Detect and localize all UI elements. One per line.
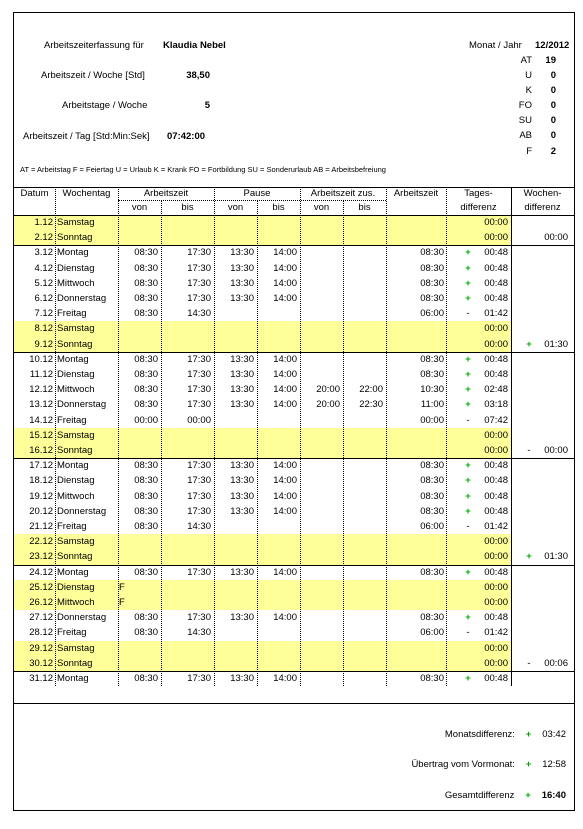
cell-week-diff: 00:00 (544, 445, 568, 456)
cell-weekday: Samstag (57, 323, 95, 335)
month-value: 12/2012 (535, 40, 570, 51)
month-diff-label: Monatsdifferenz: (444, 729, 515, 740)
weekly-hours-label: Arbeitszeit / Woche [Std] (41, 70, 145, 81)
cell-day-diff: 00:48 (484, 490, 508, 502)
cell-day-diff: 00:00 (484, 551, 508, 563)
cell-date: 10.12 (29, 353, 53, 365)
cell-day-sign: + (465, 505, 471, 517)
cell-time: 13:30 (230, 384, 254, 396)
cell-weekday: Montag (57, 247, 89, 259)
cell-weekday: Sonntag (57, 551, 93, 563)
cell-day-diff: 00:00 (484, 657, 508, 669)
col-pause: Pause (243, 188, 271, 199)
cell-time: 17:30 (187, 490, 211, 502)
table-top-rule (14, 187, 574, 188)
cell-weekday: Sonntag (57, 445, 93, 456)
count-value: 0 (550, 115, 556, 126)
col-tagesdiff-2: differenz (460, 202, 497, 213)
total-value: 16:40 (541, 790, 566, 801)
cell-day-diff: 00:48 (484, 505, 508, 517)
cell-date: 23.12 (29, 551, 53, 563)
month-diff-row (445, 729, 566, 741)
cell-date: 11.12 (29, 369, 53, 380)
cell-time: 08:30 (134, 627, 158, 639)
cell-weekday: Mittwoch (57, 597, 95, 608)
week-col-rule (511, 458, 574, 459)
col-tagesdiff: Tages- (464, 188, 493, 199)
cell-week-diff: 01:30 (544, 551, 568, 563)
cell-day-diff: 00:00 (484, 217, 508, 228)
count-label: FO (518, 100, 532, 111)
count-label: AB (519, 130, 532, 141)
cell-time: 13:30 (230, 475, 254, 487)
cell-date: 22.12 (29, 536, 53, 548)
cell-time: 08:30 (134, 460, 158, 472)
cell-time: 14:00 (273, 460, 297, 472)
cell-date: 20.12 (29, 505, 53, 517)
carry-value: 12:58 (542, 759, 566, 770)
cell-day-diff: 00:00 (484, 232, 508, 244)
cell-day-diff: 00:48 (484, 247, 508, 259)
cell-worktime: 08:30 (420, 612, 444, 624)
cell-worktime: 08:30 (420, 293, 444, 304)
cell-date: 27.12 (29, 612, 53, 624)
daily-hours-label: Arbeitszeit / Tag [Std:Min:Sek] (23, 131, 150, 142)
cell-time: 08:30 (134, 673, 158, 684)
cell-time: 17:30 (187, 399, 211, 411)
count-label: AT (520, 55, 532, 66)
cell-time: 17:30 (187, 475, 211, 487)
cell-date: 12.12 (29, 384, 53, 396)
cell-day-diff: 00:00 (484, 597, 508, 608)
cell-worktime: 11:00 (420, 399, 444, 411)
cell-date: 8.12 (34, 323, 53, 335)
month-diff-sign: + (525, 729, 532, 740)
employee-name: Klaudia Nebel (163, 40, 226, 51)
cell-worktime: 08:30 (420, 247, 444, 259)
carry-label: Übertrag vom Vormonat: (411, 759, 515, 770)
cell-time: 17:30 (187, 247, 211, 259)
cell-date: 13.12 (29, 399, 53, 411)
cell-date: 31.12 (29, 673, 53, 684)
cell-time: 14:00 (273, 490, 297, 502)
cell-weekday: Montag (57, 353, 89, 365)
cell-day-sign: + (465, 475, 471, 487)
cell-day-sign: + (465, 353, 471, 365)
cell-weekday: Montag (57, 566, 89, 578)
cell-time: 14:00 (273, 262, 297, 274)
cell-day-diff: 00:48 (484, 293, 508, 304)
cell-time: 17:30 (187, 505, 211, 517)
cell-time: 14:00 (273, 505, 297, 517)
cell-date: 26.12 (29, 597, 53, 608)
cell-day-diff: 00:48 (484, 262, 508, 274)
cell-time: 13:30 (230, 460, 254, 472)
cell-week-sign: + (526, 338, 532, 350)
col-wochendiff-2: differenz (524, 202, 561, 213)
cell-time: 14:00 (273, 399, 297, 411)
column-divider (300, 187, 301, 686)
cell-time: 08:30 (134, 521, 158, 532)
cell-day-diff: 00:48 (484, 673, 508, 684)
cell-time: 22:30 (359, 399, 383, 411)
cell-worktime: 08:30 (420, 673, 444, 684)
col-bis: bis (272, 202, 285, 213)
cell-weekday: Mittwoch (57, 277, 95, 289)
col-datum: Datum (20, 188, 49, 199)
month-diff-value: 03:42 (542, 729, 566, 740)
cell-day-diff: 00:00 (484, 536, 508, 548)
cell-worktime: 06:00 (420, 308, 444, 320)
cell-time: 13:30 (230, 262, 254, 274)
cell-time: 17:30 (187, 262, 211, 274)
time-table (14, 187, 574, 703)
cell-day-sign: + (465, 247, 471, 259)
cell-date: 2.12 (34, 232, 53, 244)
cell-date: 30.12 (29, 657, 53, 669)
cell-weekday: Sonntag (57, 232, 93, 244)
cell-time: 13:30 (230, 247, 254, 259)
cell-day-sign: + (465, 293, 471, 304)
cell-weekday: Dienstag (57, 262, 95, 274)
cell-daytype: F (119, 597, 125, 608)
week-col-rule (511, 565, 574, 566)
cell-time: 14:00 (273, 353, 297, 365)
cell-date: 14.12 (29, 414, 53, 426)
cell-time: 14:00 (273, 384, 297, 396)
cell-day-diff: 00:00 (484, 445, 508, 456)
cell-worktime: 08:30 (420, 490, 444, 502)
workdays-value: 5 (204, 100, 210, 111)
cell-week-diff: 01:30 (544, 338, 568, 350)
cell-date: 24.12 (29, 566, 53, 578)
cell-date: 16.12 (29, 445, 53, 456)
cell-day-diff: 01:42 (484, 627, 508, 639)
col-arbeitszeit-total: Arbeitszeit (393, 188, 439, 199)
cell-date: 25.12 (29, 581, 53, 593)
cell-weekday: Samstag (57, 217, 95, 228)
cell-worktime: 08:30 (420, 262, 444, 274)
cell-day-sign: + (465, 262, 471, 274)
cell-weekday: Dienstag (57, 475, 95, 487)
cell-date: 7.12 (34, 308, 53, 320)
cell-weekday: Samstag (57, 536, 95, 548)
count-label: F (526, 146, 532, 157)
cell-day-sign: - (466, 308, 470, 320)
cell-week-sign: - (527, 445, 531, 456)
cell-day-diff: 01:42 (484, 521, 508, 532)
cell-date: 6.12 (34, 293, 53, 304)
cell-weekday: Sonntag (57, 338, 93, 350)
cell-date: 29.12 (29, 642, 53, 654)
cell-time: 17:30 (187, 566, 211, 578)
cell-time: 08:30 (134, 369, 158, 380)
cell-weekday: Donnerstag (57, 399, 107, 411)
week-col-rule (511, 671, 574, 672)
cell-weekday: Donnerstag (57, 293, 107, 304)
cell-weekday: Freitag (57, 521, 87, 532)
cell-date: 19.12 (29, 490, 53, 502)
cell-day-sign: + (465, 277, 471, 289)
cell-time: 14:00 (273, 673, 297, 684)
cell-day-diff: 03:18 (484, 399, 508, 411)
cell-time: 08:30 (134, 399, 158, 411)
column-divider (343, 201, 344, 686)
summary-block (14, 703, 574, 812)
cell-day-diff: 00:00 (484, 323, 508, 335)
col-bis: bis (358, 202, 371, 213)
count-label: K (525, 85, 532, 96)
cell-time: 13:30 (230, 612, 254, 624)
cell-time: 17:30 (187, 353, 211, 365)
cell-date: 4.12 (34, 262, 53, 274)
cell-time: 13:30 (230, 293, 254, 304)
count-value: 0 (550, 70, 556, 81)
cell-day-diff: 07:42 (484, 414, 508, 426)
cell-time: 08:30 (134, 247, 158, 259)
cell-day-diff: 00:48 (484, 566, 508, 578)
cell-day-diff: 00:00 (484, 581, 508, 593)
col-von: von (227, 202, 244, 213)
cell-worktime: 08:30 (420, 353, 444, 365)
cell-time: 13:30 (230, 369, 254, 380)
cell-time: 14:30 (187, 521, 211, 532)
cell-day-sign: + (465, 566, 471, 578)
cell-weekday: Sonntag (57, 657, 93, 669)
cell-week-sign: - (527, 657, 531, 669)
cell-time: 08:30 (134, 308, 158, 320)
cell-time: 13:30 (230, 353, 254, 365)
cell-day-diff: 00:48 (484, 369, 508, 380)
count-value: 2 (550, 146, 556, 157)
cell-weekday: Montag (57, 460, 89, 472)
cell-time: 13:30 (230, 505, 254, 517)
abbreviation-legend: AT = Arbeitstag F = Feiertag U = Urlaub K = Krank FO = Fortbildung SU = Sonderurlaub AB = Arbeitsbefreiung (20, 165, 386, 174)
cell-time: 14:00 (273, 475, 297, 487)
cell-worktime: 06:00 (420, 627, 444, 639)
cell-time: 17:30 (187, 293, 211, 304)
cell-worktime: 08:30 (420, 460, 444, 472)
carry-row (411, 759, 566, 771)
count-label: SU (518, 115, 532, 126)
cell-time: 00:00 (187, 414, 211, 426)
cell-day-diff: 00:00 (484, 429, 508, 441)
cell-time: 17:30 (187, 369, 211, 380)
month-label: Monat / Jahr (469, 40, 522, 51)
cell-time: 14:30 (187, 308, 211, 320)
cell-day-diff: 01:42 (484, 308, 508, 320)
title-label: Arbeitszeiterfassung für (44, 40, 144, 51)
timesheet (13, 12, 575, 811)
cell-time: 14:00 (273, 369, 297, 380)
cell-time: 17:30 (187, 673, 211, 684)
cell-weekday: Dienstag (57, 369, 95, 380)
cell-time: 13:30 (230, 566, 254, 578)
cell-day-sign: - (466, 627, 470, 639)
cell-day-sign: + (465, 384, 471, 396)
cell-time: 14:00 (273, 566, 297, 578)
cell-daytype: F (119, 581, 125, 593)
week-divider (511, 187, 512, 686)
col-bis: bis (181, 202, 194, 213)
cell-day-sign: + (465, 399, 471, 411)
column-divider (55, 187, 56, 686)
cell-time: 17:30 (187, 612, 211, 624)
cell-time: 14:00 (273, 247, 297, 259)
col-von: von (313, 202, 330, 213)
cell-time: 20:00 (316, 384, 340, 396)
cell-time: 08:30 (134, 293, 158, 304)
cell-time: 08:30 (134, 490, 158, 502)
cell-time: 08:30 (134, 384, 158, 396)
cell-day-sign: + (465, 673, 471, 684)
cell-worktime: 00:00 (420, 414, 444, 426)
count-value: 0 (550, 85, 556, 96)
cell-weekday: Dienstag (57, 581, 95, 593)
cell-date: 3.12 (34, 247, 53, 259)
cell-week-diff: 00:06 (544, 657, 568, 669)
count-value: 0 (550, 130, 556, 141)
cell-worktime: 08:30 (420, 505, 444, 517)
cell-week-diff: 00:00 (544, 232, 568, 244)
col-wochendiff: Wochen- (523, 188, 562, 199)
cell-day-sign: + (465, 369, 471, 380)
cell-day-sign: + (465, 612, 471, 624)
cell-time: 13:30 (230, 399, 254, 411)
cell-time: 14:00 (273, 277, 297, 289)
cell-time: 13:30 (230, 673, 254, 684)
cell-weekday: Mittwoch (57, 384, 95, 396)
cell-weekday: Samstag (57, 642, 95, 654)
cell-week-sign: + (526, 551, 532, 563)
cell-weekday: Donnerstag (57, 612, 107, 624)
cell-day-diff: 02:48 (484, 384, 508, 396)
cell-weekday: Freitag (57, 627, 87, 639)
cell-time: 14:00 (273, 293, 297, 304)
cell-weekday: Montag (57, 673, 89, 684)
weekly-hours-value: 38,50 (186, 70, 210, 81)
cell-day-diff: 00:00 (484, 338, 508, 350)
cell-worktime: 08:30 (420, 369, 444, 380)
count-label: U (525, 70, 532, 81)
total-row (445, 790, 566, 802)
cell-worktime: 10:30 (420, 384, 444, 396)
cell-time: 14:30 (187, 627, 211, 639)
week-col-rule (511, 245, 574, 246)
cell-date: 17.12 (29, 460, 53, 472)
cell-weekday: Freitag (57, 414, 87, 426)
cell-day-diff: 00:48 (484, 353, 508, 365)
count-value: 0 (550, 100, 556, 111)
col-arbeitszeit-zus: Arbeitszeit zus. (310, 188, 376, 199)
cell-time: 08:30 (134, 612, 158, 624)
cell-day-sign: - (466, 414, 470, 426)
cell-day-sign: + (465, 460, 471, 472)
cell-date: 9.12 (34, 338, 53, 350)
cell-time: 22:00 (359, 384, 383, 396)
workdays-label: Arbeitstage / Woche (62, 100, 148, 111)
cell-day-diff: 00:00 (484, 642, 508, 654)
cell-worktime: 06:00 (420, 521, 444, 532)
cell-date: 21.12 (29, 521, 53, 532)
carry-sign: + (525, 759, 532, 770)
cell-date: 18.12 (29, 475, 53, 487)
total-label: Gesamtdifferenz (444, 790, 515, 801)
cell-date: 1.12 (34, 217, 53, 228)
cell-time: 13:30 (230, 490, 254, 502)
cell-date: 5.12 (34, 277, 53, 289)
cell-time: 08:30 (134, 505, 158, 517)
cell-day-sign: + (465, 490, 471, 502)
week-col-rule (511, 352, 574, 353)
cell-time: 08:30 (134, 277, 158, 289)
col-arbeitszeit: Arbeitszeit (143, 188, 189, 199)
col-von: von (131, 202, 148, 213)
daily-hours-value: 07:42:00 (167, 131, 206, 142)
column-divider (446, 187, 447, 686)
cell-date: 15.12 (29, 429, 53, 441)
total-sign: + (525, 790, 531, 801)
cell-weekday: Mittwoch (57, 490, 95, 502)
cell-day-diff: 00:48 (484, 277, 508, 289)
cell-day-diff: 00:48 (484, 612, 508, 624)
cell-time: 14:00 (273, 612, 297, 624)
cell-time: 08:30 (134, 353, 158, 365)
cell-worktime: 08:30 (420, 277, 444, 289)
cell-day-sign: - (466, 521, 470, 532)
cell-time: 08:30 (134, 566, 158, 578)
cell-time: 17:30 (187, 277, 211, 289)
cell-time: 00:00 (134, 414, 158, 426)
cell-date: 28.12 (29, 627, 53, 639)
subheader-rule (118, 200, 386, 201)
cell-time: 20:00 (316, 399, 340, 411)
cell-weekday: Samstag (57, 429, 95, 441)
cell-day-diff: 00:48 (484, 475, 508, 487)
cell-worktime: 08:30 (420, 566, 444, 578)
cell-time: 08:30 (134, 262, 158, 274)
cell-time: 17:30 (187, 384, 211, 396)
count-value: 19 (545, 55, 556, 66)
cell-time: 08:30 (134, 475, 158, 487)
cell-time: 17:30 (187, 460, 211, 472)
cell-worktime: 08:30 (420, 475, 444, 487)
cell-weekday: Donnerstag (57, 505, 107, 517)
cell-day-diff: 00:48 (484, 460, 508, 472)
col-wochentag: Wochentag (62, 188, 111, 199)
cell-time: 13:30 (230, 277, 254, 289)
cell-weekday: Freitag (57, 308, 87, 320)
